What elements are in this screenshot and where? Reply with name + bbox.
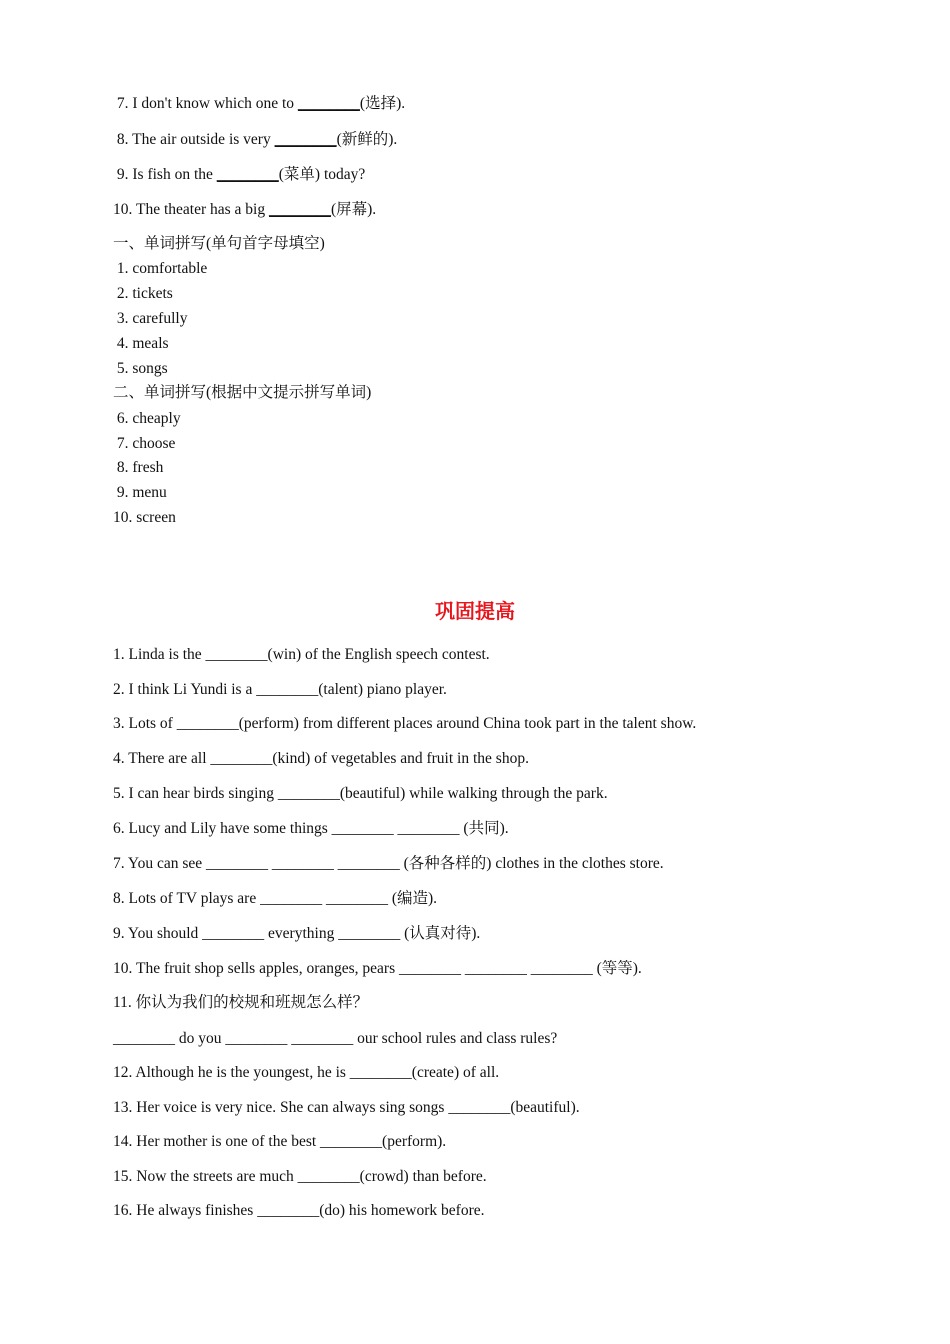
exercise-line: 3. Lots of ________(perform) from different places around China took part in the talent show. (113, 715, 697, 732)
answer-blank: ________ (297, 95, 360, 112)
exercise-line: 8. Lots of TV plays are ________ ________ (编造). (113, 890, 438, 907)
exercise-line: 9. You should ________ everything ________ (认真对待). (113, 925, 481, 942)
question-8: 8. The air outside is very ________(新鲜的). (113, 131, 398, 148)
exercise-line: 5. I can hear birds singing ________(beautiful) while walking through the park. (113, 785, 608, 802)
answer-item: 6. cheaply (113, 410, 181, 427)
question-10: 10. The theater has a big ________(屏幕). (113, 201, 377, 218)
exercise-line: 6. Lucy and Lily have some things ________ ________ (共同). (113, 820, 509, 837)
answer-item: 1. comfortable (113, 260, 208, 277)
exercise-line: 14. Her mother is one of the best ________(perform). (113, 1133, 447, 1150)
answer-section-2-heading: 二、单词拼写(根据中文提示拼写单词) (113, 384, 372, 401)
exercise-line: 12. Although he is the youngest, he is ________(create) of all. (113, 1064, 500, 1081)
answer-item: 9. menu (113, 484, 167, 501)
exercise-line: 2. I think Li Yundi is a ________(talent) piano player. (113, 681, 447, 698)
answer-item: 8. fresh (113, 459, 164, 476)
exercise-line: 7. You can see ________ ________ ________ (各种各样的) clothes in the clothes store. (113, 855, 664, 872)
question-9: 9. Is fish on the ________(菜单) today? (113, 166, 366, 183)
answer-item: 7. choose (113, 435, 176, 452)
answer-item: 2. tickets (113, 285, 173, 302)
exercise-line: 16. He always finishes ________(do) his homework before. (113, 1202, 485, 1219)
answer-item: 10. screen (113, 509, 176, 526)
answer-blank: ________ (274, 131, 337, 148)
answer-item: 3. carefully (113, 310, 188, 327)
section-title: 巩固提高 (435, 599, 515, 623)
answer-blank: ________ (268, 201, 331, 218)
answer-blank: ________ (216, 166, 279, 183)
answer-item: 4. meals (113, 335, 169, 352)
question-7: 7. I don't know which one to ________(选择). (113, 95, 406, 112)
exercise-line: 15. Now the streets are much ________(crowd) than before. (113, 1168, 487, 1185)
exercise-line: 13. Her voice is very nice. She can always sing songs ________(beautiful). (113, 1099, 580, 1116)
exercise-line: 4. There are all ________(kind) of vegetables and fruit in the shop. (113, 750, 529, 767)
exercise-line: 10. The fruit shop sells apples, oranges, pears ________ ________ ________ (等等). (113, 960, 642, 977)
exercise-line: 1. Linda is the ________(win) of the English speech contest. (113, 646, 490, 663)
exercise-line: 11. 你认为我们的校规和班规怎么样？ (113, 994, 369, 1011)
answer-section-1-heading: 一、单词拼写(单句首字母填空) (113, 235, 325, 252)
exercise-line: ________ do you ________ ________ our school rules and class rules? (113, 1030, 558, 1047)
answer-item: 5. songs (113, 360, 168, 377)
